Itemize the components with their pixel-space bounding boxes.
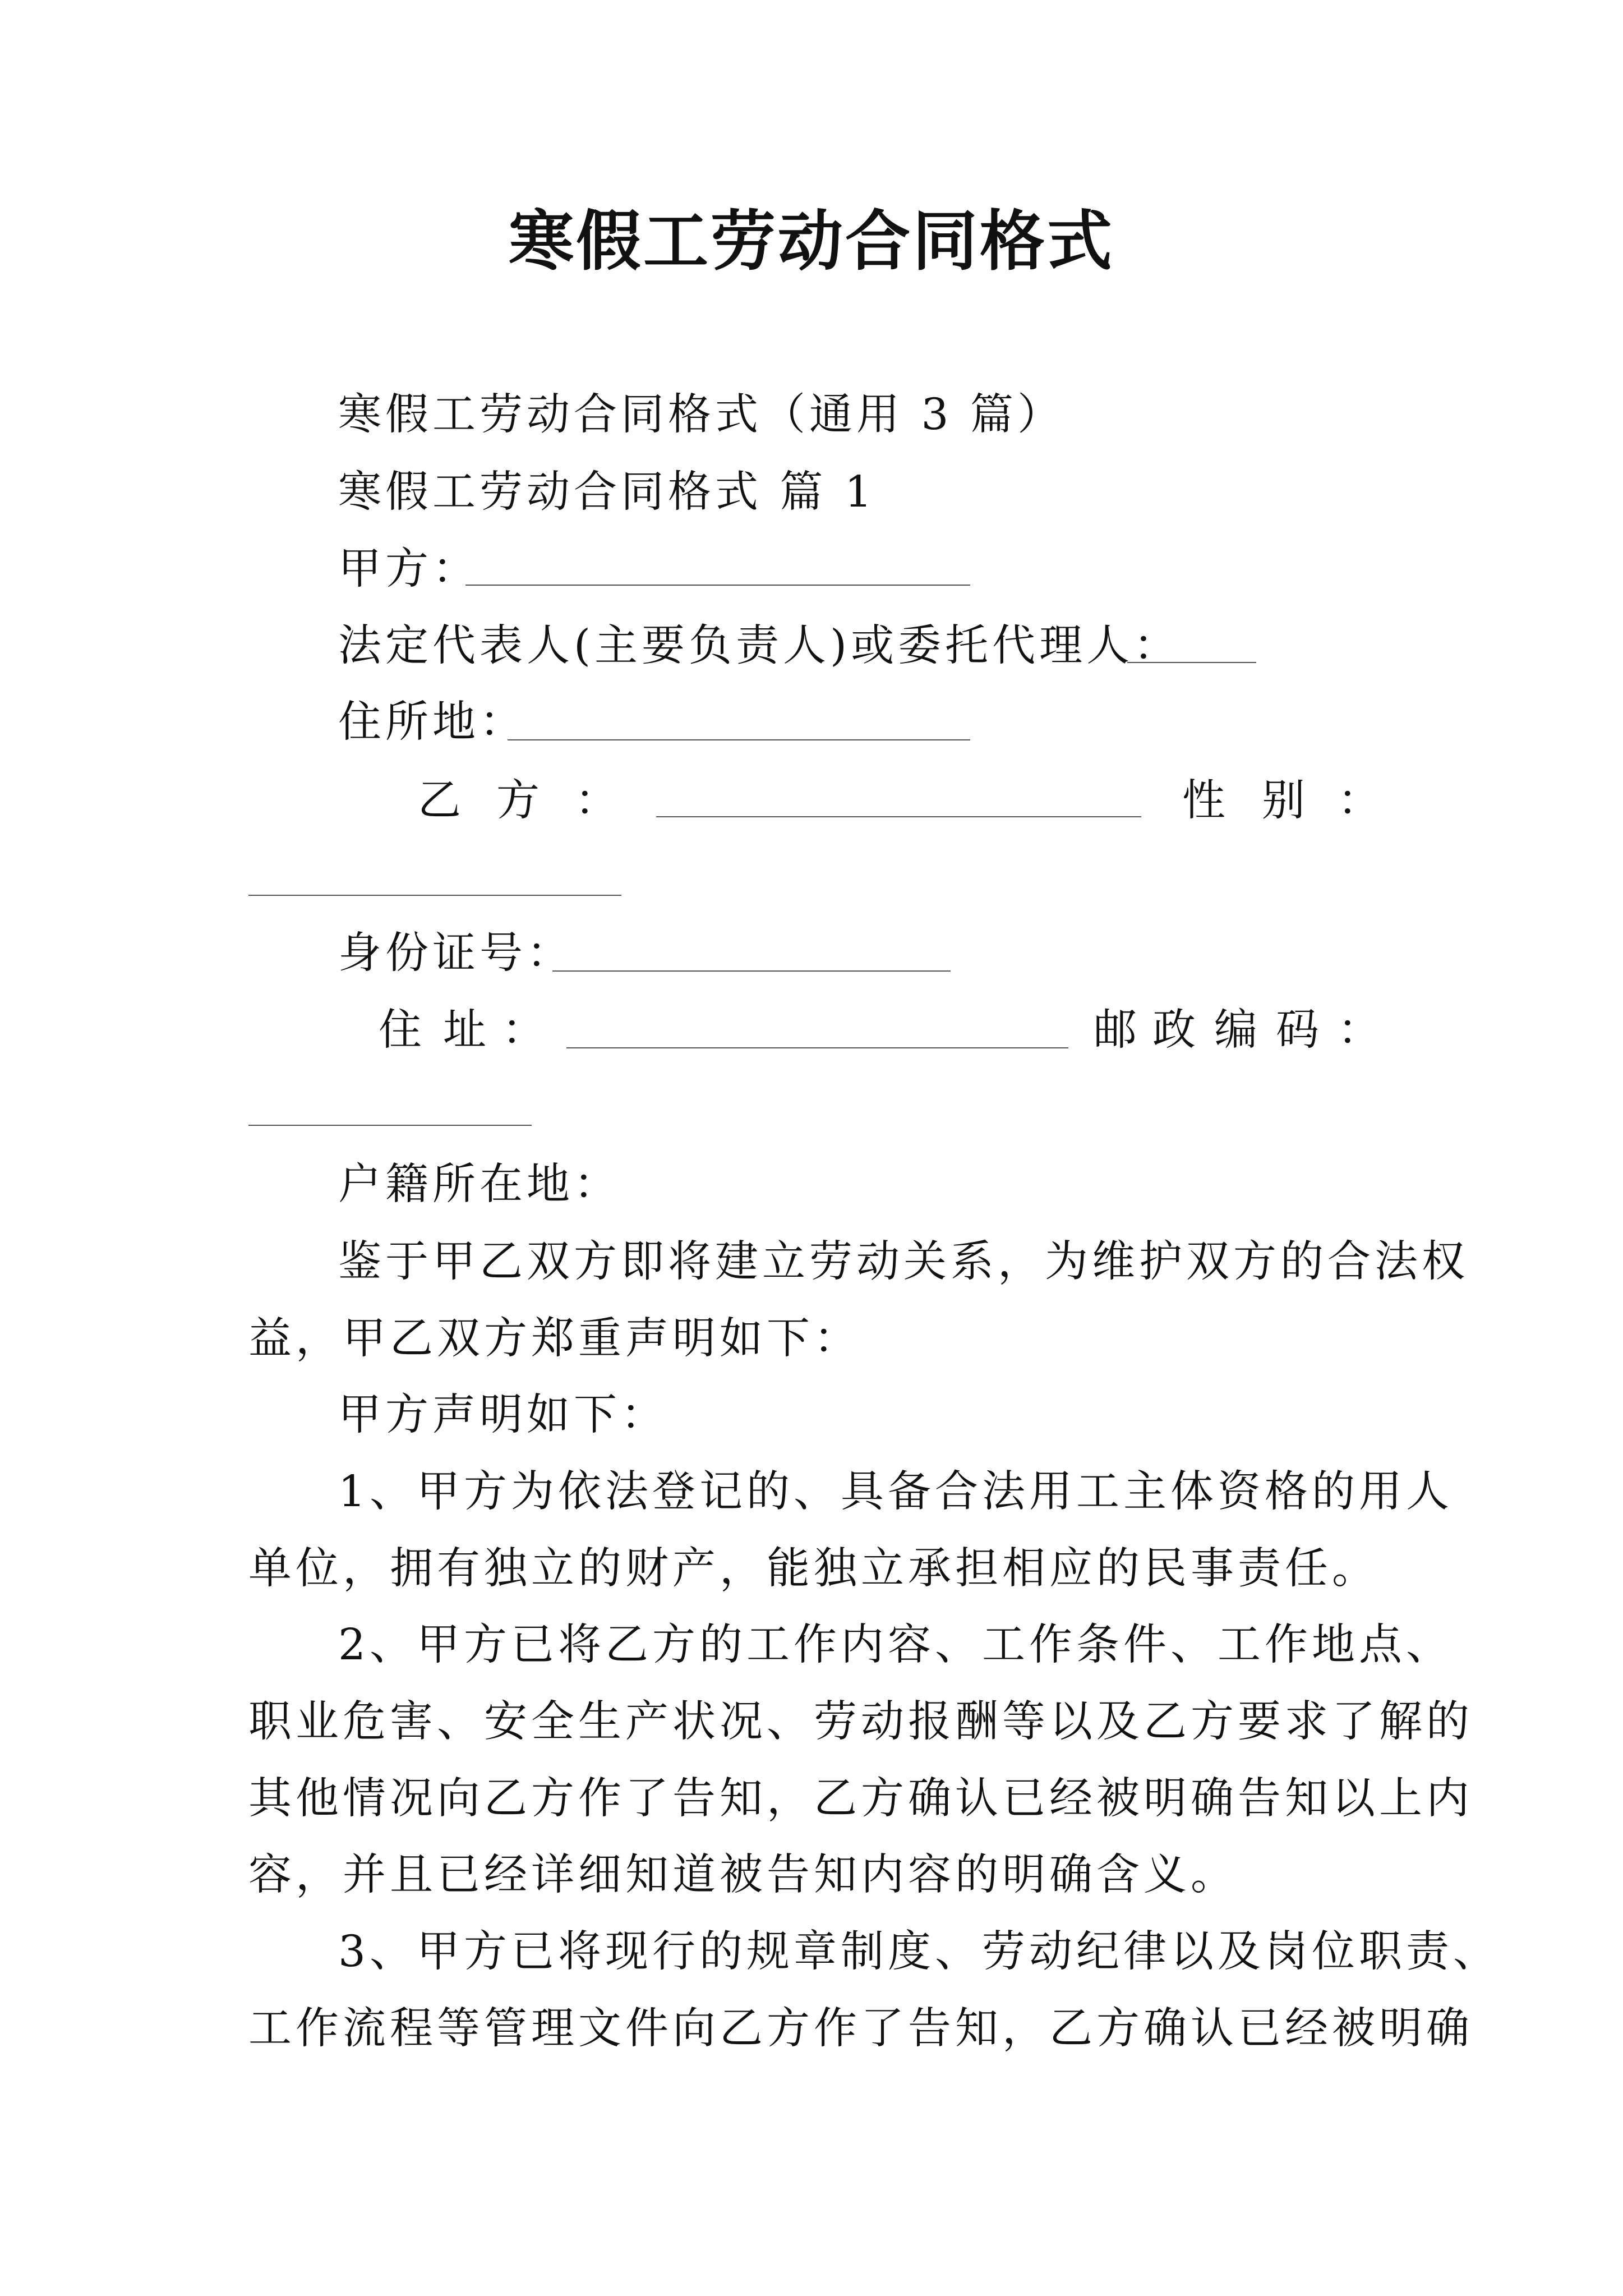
party-b-blank bbox=[656, 816, 1141, 817]
section-heading: 寒假工劳动合同格式 篇 1 bbox=[338, 467, 876, 517]
postcode-char-1: 邮 bbox=[1094, 1005, 1137, 1055]
party-a-declares-heading: 甲方声明如下： bbox=[338, 1390, 668, 1440]
residence-char-2: 址 bbox=[443, 1005, 486, 1055]
item-3-line-1: 3、甲方已将现行的规章制度、劳动纪律以及岗位职责、 bbox=[338, 1927, 1500, 1977]
residence-char-1: 住 bbox=[379, 1005, 422, 1055]
residence-colon: ： bbox=[502, 1005, 545, 1055]
legal-rep-label: 法定代表人(主要负责人)或委托代理人： bbox=[338, 621, 1181, 671]
address-blank bbox=[508, 739, 970, 740]
item-2-line-2: 职业危害、安全生产状况、劳动报酬等以及乙方要求了解的 bbox=[248, 1697, 1473, 1747]
postcode-colon: ： bbox=[1338, 1005, 1381, 1055]
item-2-line-4: 容，并且已经详细知道被告知内容的明确含义。 bbox=[248, 1850, 1238, 1900]
party-b-colon: ： bbox=[575, 776, 618, 826]
postcode-char-3: 编 bbox=[1214, 1005, 1257, 1055]
document-title: 寒假工劳动合同格式 bbox=[509, 203, 1114, 279]
legal-rep-blank bbox=[1127, 662, 1256, 663]
item-2-line-1: 2、甲方已将乙方的工作内容、工作条件、工作地点、 bbox=[338, 1620, 1453, 1670]
gender-char-1: 性 bbox=[1182, 776, 1225, 826]
household-label: 户籍所在地： bbox=[338, 1159, 621, 1209]
item-1-line-1: 1、甲方为依法登记的、具备合法用工主体资格的用人 bbox=[338, 1467, 1453, 1517]
intro-line-1: 鉴于甲乙双方即将建立劳动关系，为维护双方的合法权 bbox=[338, 1237, 1469, 1287]
address-label: 住所地： bbox=[338, 697, 527, 747]
item-1-line-2: 单位，拥有独立的财产，能独立承担相应的民事责任。 bbox=[248, 1544, 1379, 1594]
gender-blank bbox=[248, 895, 621, 896]
document-subtitle: 寒假工劳动合同格式（通用 3 篇） bbox=[338, 390, 1064, 440]
party-a-label: 甲方： bbox=[338, 544, 479, 594]
item-2-line-3: 其他情况向乙方作了告知，乙方确认已经被明确告知以上内 bbox=[248, 1774, 1473, 1824]
intro-line-2: 益，甲乙双方郑重声明如下： bbox=[248, 1314, 861, 1364]
item-3-line-2: 工作流程等管理文件向乙方作了告知，乙方确认已经被明确 bbox=[248, 2004, 1473, 2054]
party-b-char-2: 方 bbox=[496, 776, 540, 826]
gender-colon: ： bbox=[1338, 776, 1381, 826]
id-number-label: 身份证号： bbox=[338, 928, 574, 978]
postcode-char-2: 政 bbox=[1152, 1005, 1196, 1055]
id-number-blank bbox=[552, 970, 951, 972]
residence-blank bbox=[566, 1047, 1068, 1048]
postcode-char-4: 码 bbox=[1276, 1005, 1319, 1055]
party-a-blank bbox=[465, 585, 970, 586]
party-b-char-1: 乙 bbox=[418, 776, 461, 826]
postcode-blank bbox=[248, 1125, 532, 1126]
gender-char-2: 别 bbox=[1262, 776, 1305, 826]
